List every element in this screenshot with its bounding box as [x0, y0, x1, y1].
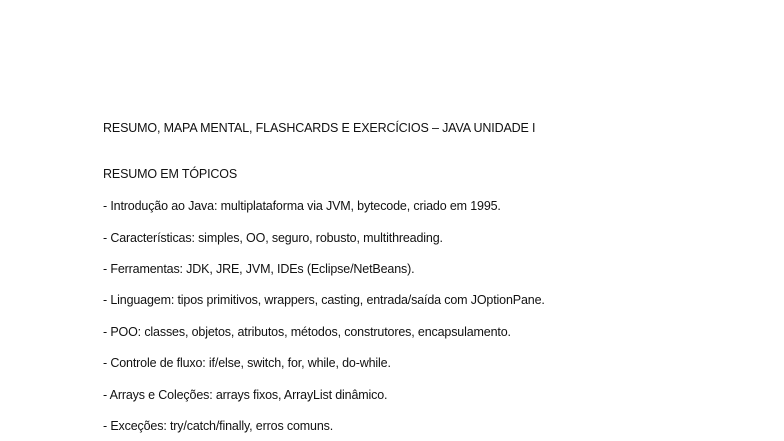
section-heading: RESUMO EM TÓPICOS — [103, 167, 238, 181]
bullet-item: - Ferramentas: JDK, JRE, JVM, IDEs (Eclipse/NetBeans). — [103, 262, 415, 276]
bullet-item: - Características: simples, OO, seguro, robusto, multithreading. — [103, 231, 443, 245]
bullet-item: - Exceções: try/catch/finally, erros comuns. — [103, 419, 334, 433]
bullet-item: - POO: classes, objetos, atributos, métodos, construtores, encapsulamento. — [103, 325, 511, 339]
bullet-item: - Controle de fluxo: if/else, switch, for, while, do-while. — [103, 356, 391, 370]
bullet-item: - Arrays e Coleções: arrays fixos, ArrayList dinâmico. — [103, 388, 388, 402]
document-title: RESUMO, MAPA MENTAL, FLASHCARDS E EXERCÍCIOS – JAVA UNIDADE I — [103, 121, 536, 135]
bullet-item: - Linguagem: tipos primitivos, wrappers, casting, entrada/saída com JOptionPane. — [103, 293, 545, 307]
bullet-item: - Introdução ao Java: multiplataforma via JVM, bytecode, criado em 1995. — [103, 199, 501, 213]
